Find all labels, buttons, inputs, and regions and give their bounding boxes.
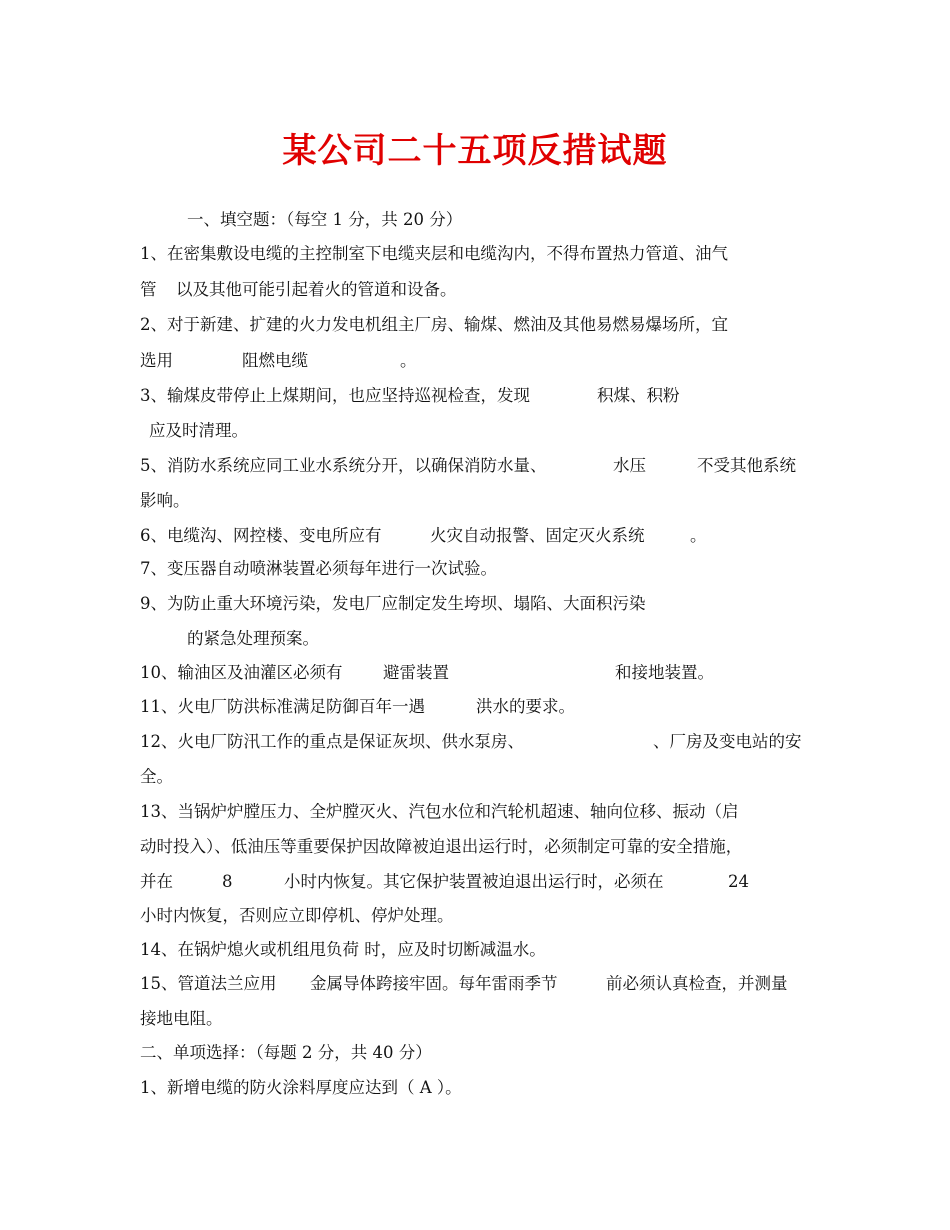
question-text: 不受其他系统 — [697, 456, 796, 475]
question-2-line-1 — [0, 308, 950, 342]
question-9-line-2 — [0, 622, 950, 656]
question-text: 选用 — [140, 351, 173, 370]
question-12-line-2 — [0, 760, 950, 794]
question-text: 13、当锅炉炉膛压力、全炉膛灭火、汽包水位和汽轮机超速、轴向位移、振动（启 — [140, 802, 739, 821]
question-text: 的紧急处理预案。 — [187, 629, 319, 648]
question-text: 3、输煤皮带停止上煤期间，也应坚持巡视检查，发现 — [140, 386, 530, 405]
question-13-line-1 — [0, 795, 950, 829]
question-text: 管 — [140, 280, 157, 299]
question-text: 影响。 — [140, 491, 190, 510]
question-text: 前必须认真检查，并测量 — [606, 974, 788, 993]
question-text: 。 — [690, 526, 707, 545]
question-text: 1、新增电缆的防火涂料厚度应达到（ A ）。 — [140, 1078, 462, 1097]
answer-text: 24 — [728, 872, 749, 891]
question-15-line-1 — [0, 967, 950, 1001]
question-text: 并在 — [140, 872, 173, 891]
question-text: 5、消防水系统应同工业水系统分开，以确保消防水量、 — [140, 456, 547, 475]
question-text: 。 — [400, 351, 417, 370]
question-text: 11、火电厂防洪标准满足防御百年一遇 — [140, 697, 425, 716]
question-text: 15、管道法兰应用 — [140, 974, 277, 993]
question-text: 接地电阻。 — [140, 1009, 223, 1028]
question-7 — [0, 552, 950, 586]
question-2-line-2 — [0, 344, 950, 378]
section-choice-heading — [0, 1036, 950, 1070]
question-text: 和接地装置。 — [615, 663, 714, 682]
answer-text: 水压 — [613, 456, 646, 475]
answer-text: 火灾自动报警、固定灭火系统 — [430, 526, 645, 545]
answer-text: 阻燃电缆 — [242, 351, 308, 370]
question-1-line-1 — [0, 237, 950, 271]
question-15-line-2 — [0, 1002, 950, 1036]
section-fill-heading — [0, 203, 950, 237]
question-text: 动时投入）、低油压等重要保护因故障被迫退出运行时，必须制定可靠的安全措施， — [140, 837, 743, 856]
question-text: 全。 — [140, 767, 173, 786]
question-text: 14、在锅炉熄火或机组甩负荷 时，应及时切断减温水。 — [140, 940, 546, 959]
document-title: 某公司二十五项反措试题 — [282, 131, 668, 171]
answer-text: 8 — [222, 872, 233, 891]
question-11 — [0, 690, 950, 724]
question-3-line-1 — [0, 379, 950, 413]
question-13-line-3 — [0, 865, 950, 899]
question-9-line-1 — [0, 587, 950, 621]
section-heading-text: 二、单项选择：（每题 2 分，共 40 分） — [140, 1043, 432, 1062]
question-1-line-2 — [0, 273, 950, 307]
question-text: 小时内恢复，否则应立即停机、停炉处理。 — [140, 906, 454, 925]
question-text: 10、输油区及油灌区必须有 — [140, 663, 343, 682]
question-text: 小时内恢复。其它保护装置被迫退出运行时，必须在 — [284, 872, 664, 891]
question-3-line-2 — [0, 414, 950, 448]
question-text: 7、变压器自动喷淋装置必须每年进行一次试验。 — [140, 559, 497, 578]
question-text: 2、对于新建、扩建的火力发电机组主厂房、输煤、燃油及其他易燃易爆场所，宜 — [140, 315, 728, 334]
question-text: 以及其他可能引起着火的管道和设备。 — [176, 280, 457, 299]
question-text: 、厂房及变电站的安 — [653, 732, 802, 751]
question-14 — [0, 933, 950, 967]
question-text: 6、电缆沟、网控楼、变电所应有 — [140, 526, 382, 545]
question-text: 12、火电厂防汛工作的重点是保证灰坝、供水泵房、 — [140, 732, 524, 751]
answer-text: 金属导体跨接牢固。每年雷雨季节 — [310, 974, 558, 993]
choice-question-1 — [0, 1071, 950, 1105]
question-5-line-1 — [0, 449, 950, 483]
question-text: 1、在密集敷设电缆的主控制室下电缆夹层和电缆沟内，不得布置热力管道、油气 — [140, 244, 728, 263]
answer-text: 避雷装置 — [383, 663, 449, 682]
question-13-line-4 — [0, 899, 950, 933]
section-heading-text: 一、填空题：（每空 1 分，共 20 分） — [187, 210, 463, 229]
question-text: 应及时清理。 — [149, 421, 248, 440]
answer-text: 积煤、积粉 — [597, 386, 680, 405]
question-text: 9、为防止重大环境污染，发电厂应制定发生垮坝、塌陷、大面积污染 — [140, 594, 646, 613]
question-12-line-1 — [0, 725, 950, 759]
answer-text: 洪水的要求。 — [476, 697, 575, 716]
question-5-line-2 — [0, 484, 950, 518]
question-10 — [0, 656, 950, 690]
question-13-line-2 — [0, 830, 950, 864]
question-6 — [0, 519, 950, 553]
